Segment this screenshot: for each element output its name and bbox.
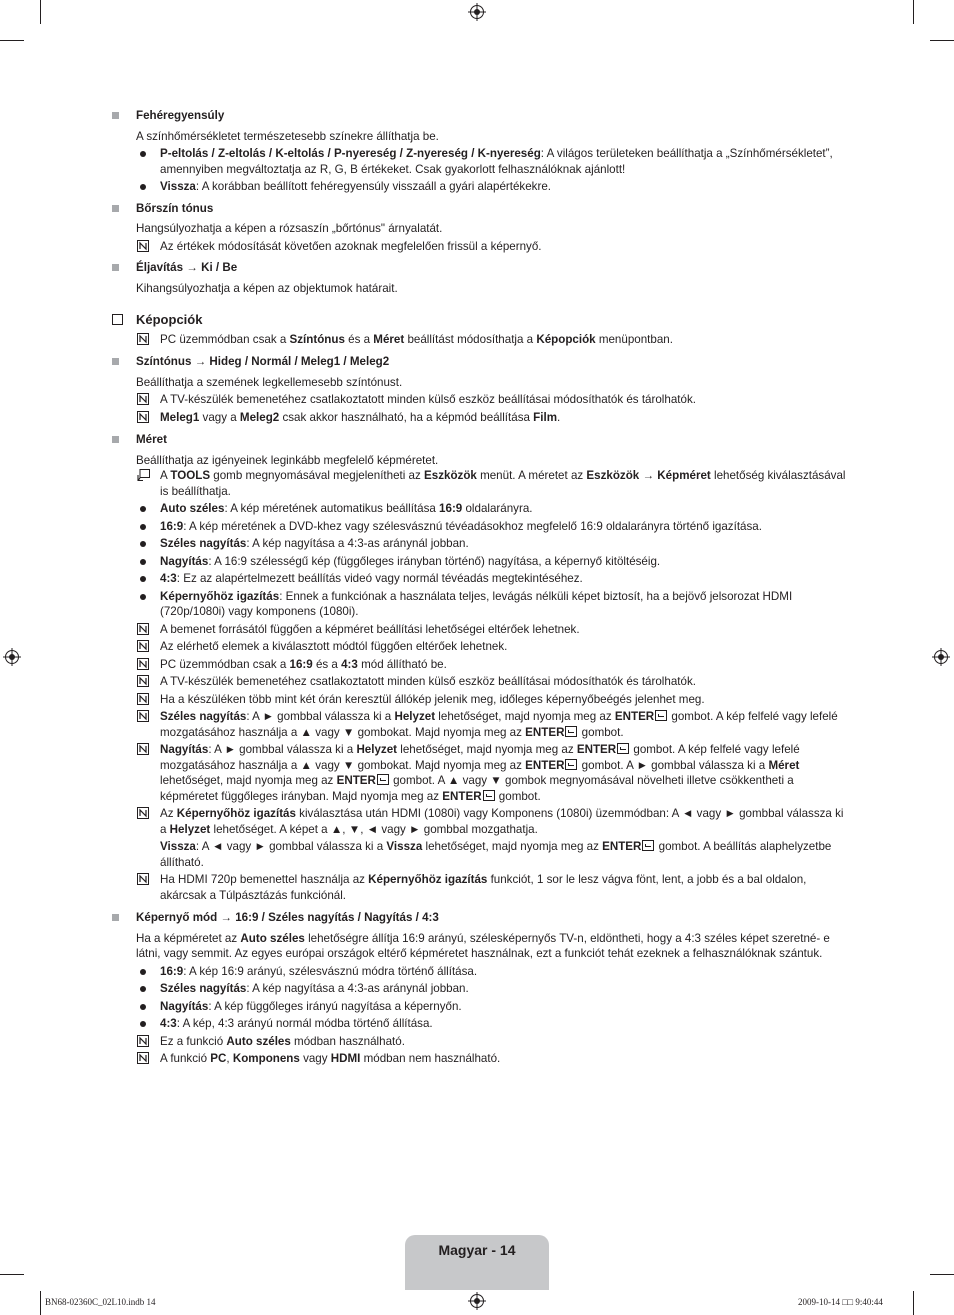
bullet-icon xyxy=(140,986,146,992)
note-text: A bemenet forrásától függően a képméret beállítási lehetőségei eltérőek lehetnek. xyxy=(160,622,580,636)
note-text: A TV-készülék bemenetéhez csatlakoztatott minden külső eszköz beállításai módosíthatók és tárolhatók. xyxy=(160,393,696,406)
bullet-text: : A kép függőleges irányú nagyítása a képernyőn. xyxy=(208,999,462,1013)
item-eljavitas xyxy=(112,260,847,276)
square-bullet-icon xyxy=(112,914,119,921)
note-item xyxy=(112,392,847,408)
item-heading: Fehéregyensúly xyxy=(136,109,225,122)
note-text: A TV-készülék bemenetéhez csatlakoztatott minden külső eszköz beállításai módosíthatók és tárolhatók. xyxy=(160,675,696,688)
enter-icon xyxy=(642,840,654,851)
square-bullet-icon xyxy=(112,436,119,443)
registration-mark-icon xyxy=(932,648,950,666)
item-text: Ha a képméretet az Auto széles lehetőségre állítja 16:9 arányú, szélesképernyős TV-n, eldöntheti, hogy a 4:3 széles képet szeretné- e látni, vagy semmit. Az egyes európai országok eltérő képméretet használnak, ezt a funkciót tehát ezeknek a felhasználóknak szántuk. xyxy=(136,931,830,960)
bullet-item xyxy=(112,501,847,517)
bullet-item xyxy=(112,554,847,570)
bullet-key: 16:9 xyxy=(160,964,184,978)
square-bullet-icon xyxy=(112,205,119,212)
bullet-key: P-eltolás / Z-eltolás / K-eltolás / P-nyereség / Z-nyereség / K-nyereség xyxy=(160,147,541,160)
crop-mark xyxy=(930,40,954,41)
bullet-item xyxy=(112,179,847,195)
bullet-icon xyxy=(140,541,146,547)
item-text: A színhőmérsékletet természetesebb színekre állíthatja be. xyxy=(136,129,439,143)
bullet-icon xyxy=(140,151,146,157)
item-heading: Méret xyxy=(136,433,167,446)
note-icon xyxy=(137,640,149,652)
note-text: Ha a készüléken több mint két órán keresztül állókép jelenik meg, időleges képernyőbeégés jelenhet meg. xyxy=(160,692,705,706)
item-heading: Képernyő mód → 16:9 / Széles nagyítás / Nagyítás / 4:3 xyxy=(136,911,439,924)
crop-mark xyxy=(0,1274,24,1275)
bullet-icon xyxy=(140,1021,146,1027)
bullet-item xyxy=(112,589,847,620)
note-item: PC üzemmódban csak a 16:9 és a 4:3 mód állítható be. xyxy=(112,657,847,673)
note-item: Meleg1 vagy a Meleg2 csak akkor használható, ha a képmód beállítása Film. xyxy=(112,410,847,426)
crop-mark xyxy=(40,1291,41,1315)
item-heading: Bőrszín tónus xyxy=(136,201,214,215)
bullet-item xyxy=(112,964,847,980)
note-icon xyxy=(137,333,149,345)
bullet-text: : A kép nagyítása a 4:3-as aránynál jobban. xyxy=(246,537,469,550)
note-icon xyxy=(137,411,149,423)
note-icon xyxy=(137,658,149,670)
crop-mark xyxy=(40,0,41,24)
bullet-icon xyxy=(140,524,146,530)
item-meret xyxy=(112,432,847,448)
item-feheregyensuly xyxy=(112,108,847,124)
bullet-key: 16:9 xyxy=(160,519,184,533)
bullet-icon xyxy=(140,1004,146,1010)
square-bullet-icon xyxy=(112,264,119,271)
bullet-key: Képernyőhöz igazítás xyxy=(160,589,280,603)
bullet-item xyxy=(112,536,847,552)
note-icon xyxy=(137,693,149,705)
note-icon xyxy=(137,623,149,635)
note-icon xyxy=(137,710,149,722)
bullet-key: 16:9 xyxy=(439,502,463,515)
note-item: PC üzemmódban csak a Színtónus és a Méret beállítást módosíthatja a Képopciók menüpontban. xyxy=(112,332,847,348)
bullet-key: 4:3 xyxy=(160,1017,177,1030)
enter-icon xyxy=(377,774,389,785)
registration-mark-icon xyxy=(3,648,21,666)
bullet-item xyxy=(112,571,847,587)
note-item: Ha HDMI 720p bemenettel használja az Képernyőhöz igazítás funkciót, 1 sor le lesz vágva fönt, lent, a jobb és a bal oldalon, akárcsak a Túlpásztázás funkciónál. xyxy=(112,872,847,903)
tools-icon xyxy=(137,469,150,482)
crop-mark xyxy=(913,0,914,24)
note-item: Az Képernyőhöz igazítás kiválasztása után HDMI (1080i) vagy Komponens (1080i) üzemmódban: A ◄ vagy ► gombbal válassza ki a Helyzet lehetőséget. A képet a ▲, ▼, ◄ vagy ► gombbal mozgathatja. xyxy=(112,806,847,837)
bullet-text: : Ez az alapértelmezett beállítás videó vagy normál tévéadás megtekintéséhez. xyxy=(176,572,583,585)
item-borszin-tonus xyxy=(112,201,847,217)
bullet-key: Széles nagyítás xyxy=(160,537,247,550)
print-date-info: 2009-10-14 □□ 9:40:44 xyxy=(798,1297,883,1307)
bullet-text: : A 16:9 szélességű kép (függőleges irányban történő) nagyítása, a képernyő kitöltéséig. xyxy=(208,554,661,568)
manual-content xyxy=(112,108,847,1067)
note-icon xyxy=(137,240,149,252)
note-item: Ez a funkció Auto széles módban használható. xyxy=(112,1034,847,1050)
crop-mark xyxy=(0,40,24,41)
kepernyo-mod-bullet-list xyxy=(112,964,847,1032)
bullet-item xyxy=(112,519,847,535)
item-szintonus xyxy=(112,354,847,370)
item-text: Kihangsúlyozhatja a képen az objektumok határait. xyxy=(136,281,398,295)
bullet-icon xyxy=(140,506,146,512)
bullet-key: Nagyítás xyxy=(160,999,209,1013)
note-item: Nagyítás: A ► gombbal válassza ki a Helyzet lehetőséget, majd nyomja meg az ENTER gombot. A kép felfelé vagy lefelé mozgatásához használja a ▲ vagy ▼ gombokat. Majd nyomja meg az ENTER gombot. A ► gombbal válassza ki a Méret lehetőséget, majd nyomja meg az ENTER gombot. A ▲ vagy ▼ gombok megnyomásával növelheti illetve csökkentheti a képméretet függőleges irányban. Majd nyomja meg az ENTER gombot. xyxy=(112,742,847,804)
bullet-text: : A kép méretének a DVD-khez vagy szélesvásznú tévéadásokhoz megfelelő 16:9 oldalarányra történő igazítása. xyxy=(183,519,762,533)
tools-note: A TOOLS gomb megnyomásával megjelenítheti az Eszközök menüt. A méretet az Eszközök → Képméret lehetőség kiválasztásával is beállíthatja. xyxy=(112,468,847,499)
bullet-item xyxy=(112,999,847,1015)
bullet-text: : Ennek a funkciónak a használata teljes, levágás nélküli képet biztosít, ha a bejövő jelsorozat HDMI (720p/1080i) vagy komponens (1080i). xyxy=(160,589,793,618)
square-bullet-icon xyxy=(112,358,119,365)
item-kepernyo-mod xyxy=(112,910,847,926)
meret-bullet-list xyxy=(112,501,847,620)
item-text: Hangsúlyozhatja a képen a rózsaszín „bőrtónus" árnyalatát. xyxy=(136,222,443,235)
item-text: Beállíthatja a szemének legkellemesebb színtónust. xyxy=(136,375,403,389)
note-item xyxy=(112,239,847,255)
item-heading: Éljavítás → Ki / Be xyxy=(136,261,238,274)
checkbox-section-icon xyxy=(112,314,123,325)
bullet-text: : A kép, 4:3 arányú normál módba történő állítása. xyxy=(176,1017,433,1030)
note-icon xyxy=(137,393,149,405)
enter-icon xyxy=(617,743,629,754)
bullet-item xyxy=(112,146,847,177)
note-text: Az elérhető elemek a kiválasztott módtól függően eltérőek lehetnek. xyxy=(160,640,508,653)
note-continuation: Vissza: A ◄ vagy ► gombbal válassza ki a Vissza lehetőséget, majd nyomja meg az ENTER gombot. A beállítás alaphelyzetbe állítható. xyxy=(160,840,832,869)
bullet-text: oldalarányra. xyxy=(462,502,533,515)
bullet-item xyxy=(112,1016,847,1032)
bullet-icon xyxy=(140,969,146,975)
note-item xyxy=(112,622,847,638)
bullet-text: : A kép méretének automatikus beállítása xyxy=(224,502,440,515)
note-icon xyxy=(137,675,149,687)
note-text: Az értékek módosítását követően azoknak megfelelően frissül a képernyő. xyxy=(160,239,542,253)
bullet-key: Vissza xyxy=(160,180,196,193)
bullet-text: : A kép 16:9 arányú, szélesvásznú módra történő állítása. xyxy=(183,964,478,978)
crop-mark xyxy=(913,1291,914,1315)
bullet-icon xyxy=(140,594,146,600)
section-title: Képopciók xyxy=(136,312,203,327)
note-item xyxy=(112,692,847,708)
enter-icon xyxy=(565,759,577,770)
crop-mark xyxy=(930,1274,954,1275)
bullet-key: Széles nagyítás xyxy=(160,982,247,995)
enter-icon xyxy=(655,710,667,721)
page-number-tab xyxy=(405,1235,549,1290)
item-heading: Színtónus → Hideg / Normál / Meleg1 / Meleg2 xyxy=(136,355,390,368)
item-text: Beállíthatja az igényeinek leginkább megfelelő képméretet. xyxy=(136,453,439,467)
bullet-icon xyxy=(140,184,146,190)
note-icon xyxy=(137,807,149,819)
bullet-item xyxy=(112,981,847,997)
registration-mark-icon xyxy=(468,1292,486,1310)
bullet-text: : A korábban beállított fehéregyensúly visszaáll a gyári alapértékekre. xyxy=(195,180,551,193)
section-kepopciok xyxy=(112,312,847,328)
page-number-label: Magyar - 14 xyxy=(438,1242,516,1258)
bullet-key: Auto széles xyxy=(160,502,225,515)
note-item xyxy=(112,674,847,690)
note-item: Széles nagyítás: A ► gombbal válassza ki a Helyzet lehetőséget, majd nyomja meg az ENTER gombot. A kép felfelé vagy lefelé mozgatásához használja a ▲ vagy ▼ gombokat. Majd nyomja meg az ENTER gombot. xyxy=(112,709,847,740)
bullet-text: : A világos területeken beállíthatja a „Színhőmérsékletet”, amennyiben megváltoztatja az R, G, B értékeket. Csak gyakorlott felhasználóknak ajánlott! xyxy=(160,147,833,176)
print-file-info: BN68-02360C_02L10.indb 14 xyxy=(45,1297,156,1307)
note-item xyxy=(112,639,847,655)
bullet-icon xyxy=(140,576,146,582)
enter-icon xyxy=(565,726,577,737)
bullet-key: 4:3 xyxy=(160,572,177,585)
note-item: A funkció PC, Komponens vagy HDMI módban nem használható. xyxy=(112,1051,847,1067)
square-bullet-icon xyxy=(112,112,119,119)
bullet-key: Nagyítás xyxy=(160,554,209,568)
registration-mark-icon xyxy=(468,3,486,21)
bullet-text: : A kép nagyítása a 4:3-as aránynál jobban. xyxy=(246,982,469,995)
note-icon xyxy=(137,873,149,885)
note-icon xyxy=(137,1052,149,1064)
enter-icon xyxy=(483,790,495,801)
note-icon xyxy=(137,1035,149,1047)
bullet-icon xyxy=(140,559,146,565)
note-icon xyxy=(137,743,149,755)
